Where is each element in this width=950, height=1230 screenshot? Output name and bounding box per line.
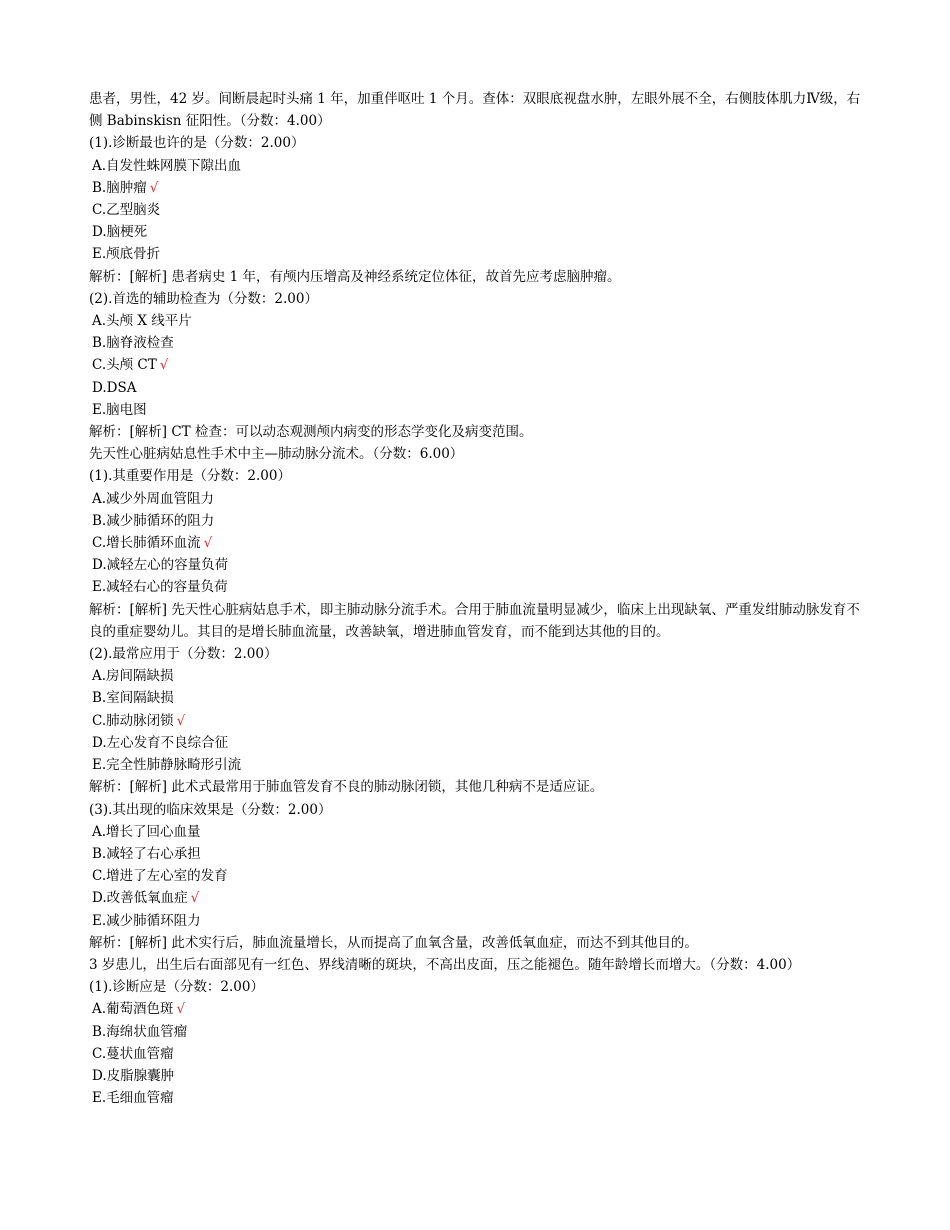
option-b: B.脑肿瘤 √ [92, 179, 159, 196]
option-c: C.增长肺循环血流 √ [92, 535, 213, 552]
case-stem: 先天性心脏病姑息性手术中主—肺动脉分流术。（分数：6.00） [89, 446, 464, 463]
question-title: (1).其重要作用是（分数：2.00） [89, 468, 291, 485]
option-e: E.颅底骨折 [92, 246, 161, 263]
question [89, 976, 864, 1109]
question [89, 288, 864, 443]
question-title: (1).诊断最也许的是（分数：2.00） [89, 135, 305, 152]
case-block [89, 88, 864, 443]
question [89, 132, 864, 287]
option-c: C.乙型脑炎 [92, 202, 161, 219]
option-a: A.自发性蛛网膜下隙出血 [92, 157, 242, 174]
question-title: (1).诊断应是（分数：2.00） [89, 979, 264, 996]
case-block [89, 443, 864, 954]
question [89, 799, 864, 954]
case-stem: 3 岁患儿，出生后右面部见有一红色、界线清晰的斑块，不高出皮面，压之能褪色。随年龄增长而增大。（分数：4.00） [89, 956, 801, 973]
option-a: A.房间隔缺损 [92, 668, 174, 685]
question-title: (2).首选的辅助检查为（分数：2.00） [89, 290, 318, 307]
option-b: B.减轻了右心承担 [92, 845, 201, 862]
option-d: D.脑梗死 [92, 224, 148, 241]
correct-mark: √ [176, 1001, 186, 1018]
case-block [89, 954, 864, 1109]
option-b: B.海绵状血管瘤 [92, 1023, 188, 1040]
option-c: C.肺动脉闭锁 √ [92, 712, 186, 729]
correct-mark: √ [159, 357, 169, 374]
option-e: E.减轻右心的容量负荷 [92, 579, 228, 596]
case-stem: 患者，男性，42 岁。间断晨起时头痛 1 年，加重伴呕吐 1 个月。查体：双眼底视盘水肿，左眼外展不全，右侧肢体肌力Ⅳ级，右侧 Babinskisn 征阳性。（分数：4.00） [89, 91, 861, 130]
correct-mark: √ [176, 712, 186, 729]
analysis: 解析：[解析] 此术实行后，肺血流量增长，从而提高了血氧含量，改善低氧血症，而达不到其他目的。 [89, 934, 698, 951]
question [89, 465, 864, 643]
analysis: 解析：[解析] 此术式最常用于肺血管发育不良的肺动脉闭锁，其他几种病不是适应证。 [89, 779, 604, 796]
option-c: C.蔓状血管瘤 [92, 1045, 174, 1062]
analysis: 解析：[解析] CT 检查：可以动态观测颅内病变的形态学变化及病变范围。 [89, 424, 533, 441]
analysis: 解析：[解析] 先天性心脏病姑息手术，即主肺动脉分流手术。合用于肺血流量明显减少，临床上出现缺氧、严重发绀肺动脉发育不良的重症婴幼儿。其目的是增长肺血流量，改善缺氧，增进肺血管发育，而不能到达其他的目的。 [89, 601, 860, 640]
option-e: E.减少肺循环阻力 [92, 912, 201, 929]
option-e: E.毛细血管瘤 [92, 1090, 174, 1107]
correct-mark: √ [190, 890, 200, 907]
option-d: D.DSA [92, 379, 137, 396]
option-b: B.脑脊液检查 [92, 335, 174, 352]
question [89, 643, 864, 798]
correct-mark: √ [203, 535, 213, 552]
correct-mark: √ [149, 179, 159, 196]
document-body [89, 88, 864, 1109]
option-a: A.头颅 X 线平片 [92, 313, 192, 330]
option-d: D.改善低氧血症 √ [92, 890, 200, 907]
option-b: B.减少肺循环的阻力 [92, 512, 215, 529]
option-a: A.增长了回心血量 [92, 823, 201, 840]
option-d: D.左心发育不良综合征 [92, 734, 229, 751]
option-e: E.脑电图 [92, 401, 147, 418]
option-a: A.减少外周血管阻力 [92, 490, 215, 507]
option-d: D.皮脂腺囊肿 [92, 1067, 175, 1084]
option-c: C.头颅 CT √ [92, 357, 169, 374]
analysis: 解析：[解析] 患者病史 1 年，有颅内压增高及神经系统定位体征，故首先应考虑脑肿瘤。 [89, 268, 621, 285]
option-d: D.减轻左心的容量负荷 [92, 557, 229, 574]
question-title: (2).最常应用于（分数：2.00） [89, 646, 278, 663]
option-b: B.室间隔缺损 [92, 690, 174, 707]
question-title: (3).其出现的临床效果是（分数：2.00） [89, 801, 332, 818]
option-e: E.完全性肺静脉畸形引流 [92, 757, 242, 774]
option-c: C.增进了左心室的发育 [92, 868, 228, 885]
option-a: A.葡萄酒色斑 √ [92, 1001, 186, 1018]
